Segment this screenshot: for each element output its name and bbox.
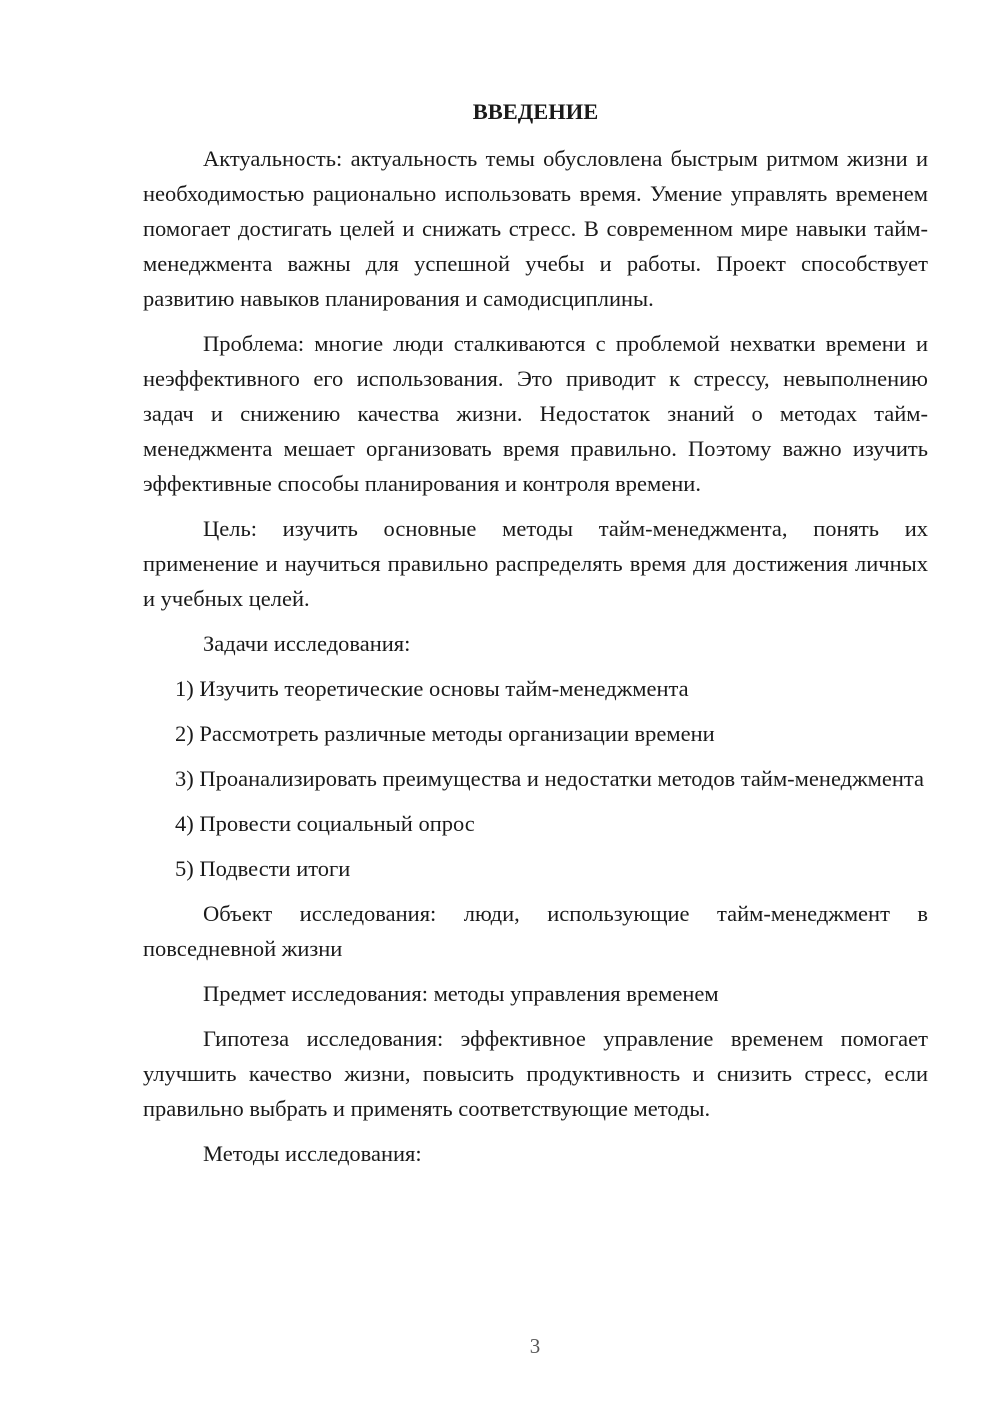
document-body	[143, 94, 928, 1181]
task-item: 3) Проанализировать преимущества и недостатки методов тайм-менеджмента	[175, 766, 924, 791]
page-number: 3	[529, 1334, 541, 1358]
task-item: 4) Провести социальный опрос	[175, 811, 475, 836]
task-item: 1) Изучить теоретические основы тайм-менеджмента	[175, 676, 689, 701]
section-heading: ВВЕДЕНИЕ	[472, 99, 599, 124]
task-item: 2) Рассмотреть различные методы организации времени	[175, 721, 715, 746]
tasks-title: Задачи исследования:	[203, 631, 411, 656]
methods-title: Методы исследования:	[203, 1141, 422, 1166]
paragraph-object: Объект исследования: люди, использующие тайм-менеджмент в повседневной жизни	[143, 901, 928, 961]
paragraph-hypothesis: Гипотеза исследования: эффективное управление временем помогает улучшить качество жизни, повысить продуктивность и снизить стресс, если правильно выбрать и применять соответствующие методы.	[143, 1026, 928, 1121]
paragraph-goal: Цель: изучить основные методы тайм-менеджмента, понять их применение и научиться правильно распределять время для достижения личных и учебных целей.	[143, 516, 928, 611]
paragraph-subject: Предмет исследования: методы управления временем	[203, 981, 719, 1006]
paragraph-problem: Проблема: многие люди сталкиваются с проблемой нехватки времени и неэффективного его использования. Это приводит к стрессу, невыполнению задач и снижению качества жизни. Недостаток знаний о методах тайм-менеджмента мешает организовать время правильно. Поэтому важно изучить эффективные способы планирования и контроля времени.	[143, 331, 928, 496]
task-item: 5) Подвести итоги	[175, 856, 351, 881]
paragraph-relevance: Актуальность: актуальность темы обусловлена быстрым ритмом жизни и необходимостью рационально использовать время. Умение управлять временем помогает достигать целей и снижать стресс. В современном мире навыки тайм-менеджмента важны для успешной учебы и работы. Проект способствует развитию навыков планирования и самодисциплины.	[143, 146, 928, 311]
